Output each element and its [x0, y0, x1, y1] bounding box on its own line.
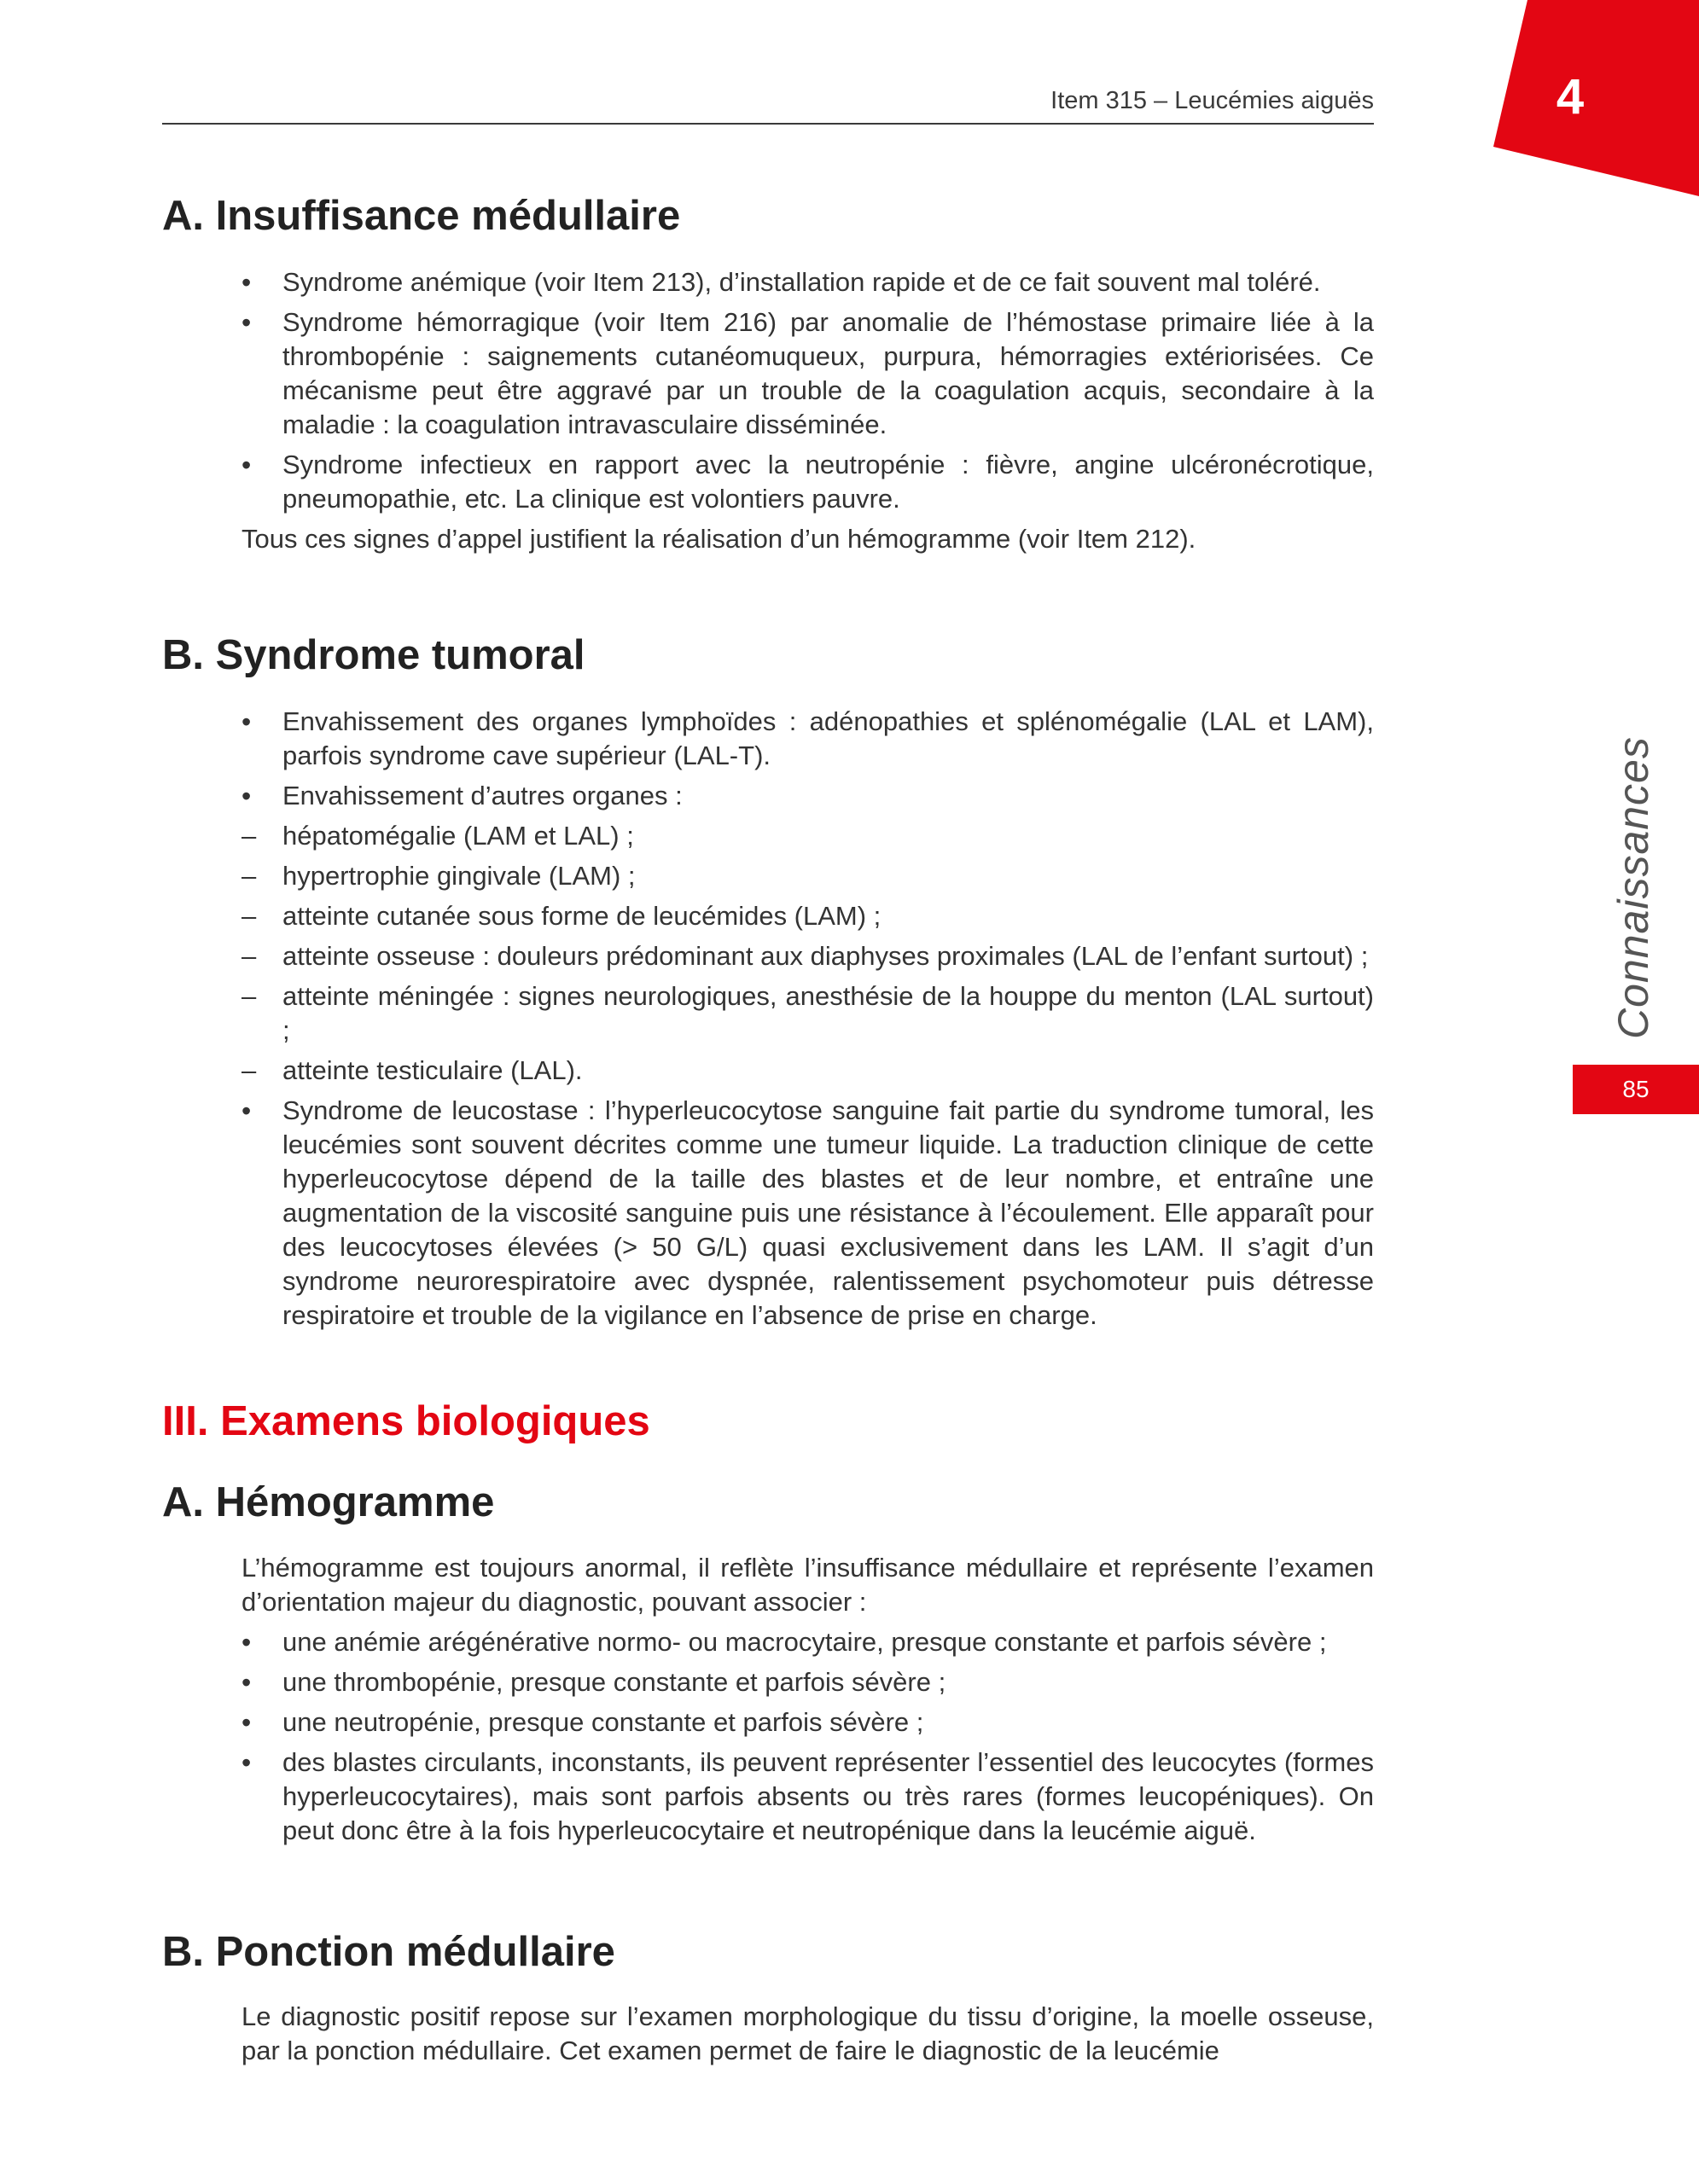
list-item [241, 779, 1374, 1088]
dash-item: – atteinte testiculaire (LAL). [241, 1054, 1374, 1088]
chapter-tab [1493, 0, 1699, 196]
insuffisance-block [241, 265, 1374, 556]
insuffisance-closing-text: Tous ces signes d’appel justifient la réalisation d’un hémogramme (voir Item 212). [241, 524, 1196, 554]
list-item: • Envahissement des organes lymphoïdes : adénopathies et splénomégalie (LAL et LAM), parfois syndrome cave supérieur (LAL-T). [241, 705, 1374, 773]
chapter-number: 4 [1556, 69, 1585, 125]
heading-examens-biologiques: III. Examens biologiques [162, 1398, 650, 1444]
list-item: • une anémie arégénérative normo- ou macrocytaire, presque constante et parfois sévère ; [241, 1625, 1374, 1659]
ponction-text: Le diagnostic positif repose sur l’examen morphologique du tissu d’origine, la moelle osseuse, par la ponction médullaire. Cet examen permet de faire le diagnostic de la leucémie [241, 2001, 1374, 2065]
tumoral-block [241, 705, 1374, 1339]
dash-item: – hypertrophie gingivale (LAM) ; [241, 859, 1374, 893]
running-title: Item 315 – Leucémies aiguës [1050, 87, 1374, 114]
list-item: • Syndrome anémique (voir Item 213), d’installation rapide et de ce fait souvent mal toléré. [241, 265, 1374, 299]
list-item: • Syndrome infectieux en rapport avec la neutropénie : fièvre, angine ulcéronécrotique, pneumopathie, etc. La clinique est volontiers pauvre. [241, 448, 1374, 516]
list-item: • Syndrome de leucostase : l’hyperleucocytose sanguine fait partie du syndrome tumoral, les leucémies sont souvent décrites comme une tumeur liquide. La traduction clinique de cette hyperleucocytose dépend de la taille des blastes et de leur nombre, et entraîne une augmentation de la viscosité sanguine puis une résistance à l’écoulement. Elle apparaît pour des leucocytoses élevées (> 50 G/L) quasi exclusivement dans les LAM. Il s’agit d’un syndrome neurorespiratoire avec dyspnée, ralentissement psychomoteur puis détresse respiratoire et trouble de la vigilance en l’absence de prise en charge. [241, 1094, 1374, 1333]
list-item-text: Envahissement d’autres organes : [282, 781, 683, 810]
hemogramme-block [241, 1551, 1374, 1854]
list-item: • Syndrome hémorragique (voir Item 216) par anomalie de l’hémostase primaire liée à la thrombopénie : saignements cutanéomuqueux, purpura, hémorragies extériorisées. Ce mécanisme peut être aggravé par un trouble de la coagulation acquis, secondaire à la maladie : la coagulation intravasculaire disséminée. [241, 305, 1374, 442]
list-item: • des blastes circulants, inconstants, ils peuvent représenter l’essentiel des leucocytes (formes hyperleucocytaires), mais sont parfois absents ou très rares (formes leucopéniques). On peut donc être à la fois hyperleucocytaire et neutropénique dans la leucémie aiguë. [241, 1745, 1374, 1848]
dash-item: – hépatomégalie (LAM et LAL) ; [241, 819, 1374, 853]
dash-item: – atteinte cutanée sous forme de leucémides (LAM) ; [241, 899, 1374, 933]
dash-item: – atteinte méningée : signes neurologiques, anesthésie de la houppe du menton (LAL surtout) ; [241, 979, 1374, 1048]
heading-insuffisance-medullaire: A. Insuffisance médullaire [162, 193, 681, 239]
organ-dash-list [241, 819, 1374, 1088]
heading-syndrome-tumoral: B. Syndrome tumoral [162, 632, 585, 678]
hemogramme-bullet-list [241, 1625, 1374, 1848]
heading-hemogramme: A. Hémogramme [162, 1479, 495, 1525]
page-number: 85 [1573, 1065, 1699, 1114]
ponction-block [241, 2000, 1374, 2068]
hemogramme-intro: L’hémogramme est toujours anormal, il reflète l’insuffisance médullaire et représente l’examen d’orientation majeur du diagnostic, pouvant associer : [241, 1553, 1374, 1617]
side-section-label: Connaissances [1609, 736, 1657, 1039]
list-item: • une thrombopénie, presque constante et parfois sévère ; [241, 1665, 1374, 1699]
tumoral-bullet-list [241, 705, 1374, 1333]
heading-ponction-medullaire: B. Ponction médullaire [162, 1929, 615, 1975]
running-header [162, 85, 1374, 125]
list-item: • une neutropénie, presque constante et parfois sévère ; [241, 1705, 1374, 1740]
dash-item: – atteinte osseuse : douleurs prédominant aux diaphyses proximales (LAL de l’enfant surtout) ; [241, 939, 1374, 973]
insuffisance-bullet-list [241, 265, 1374, 516]
